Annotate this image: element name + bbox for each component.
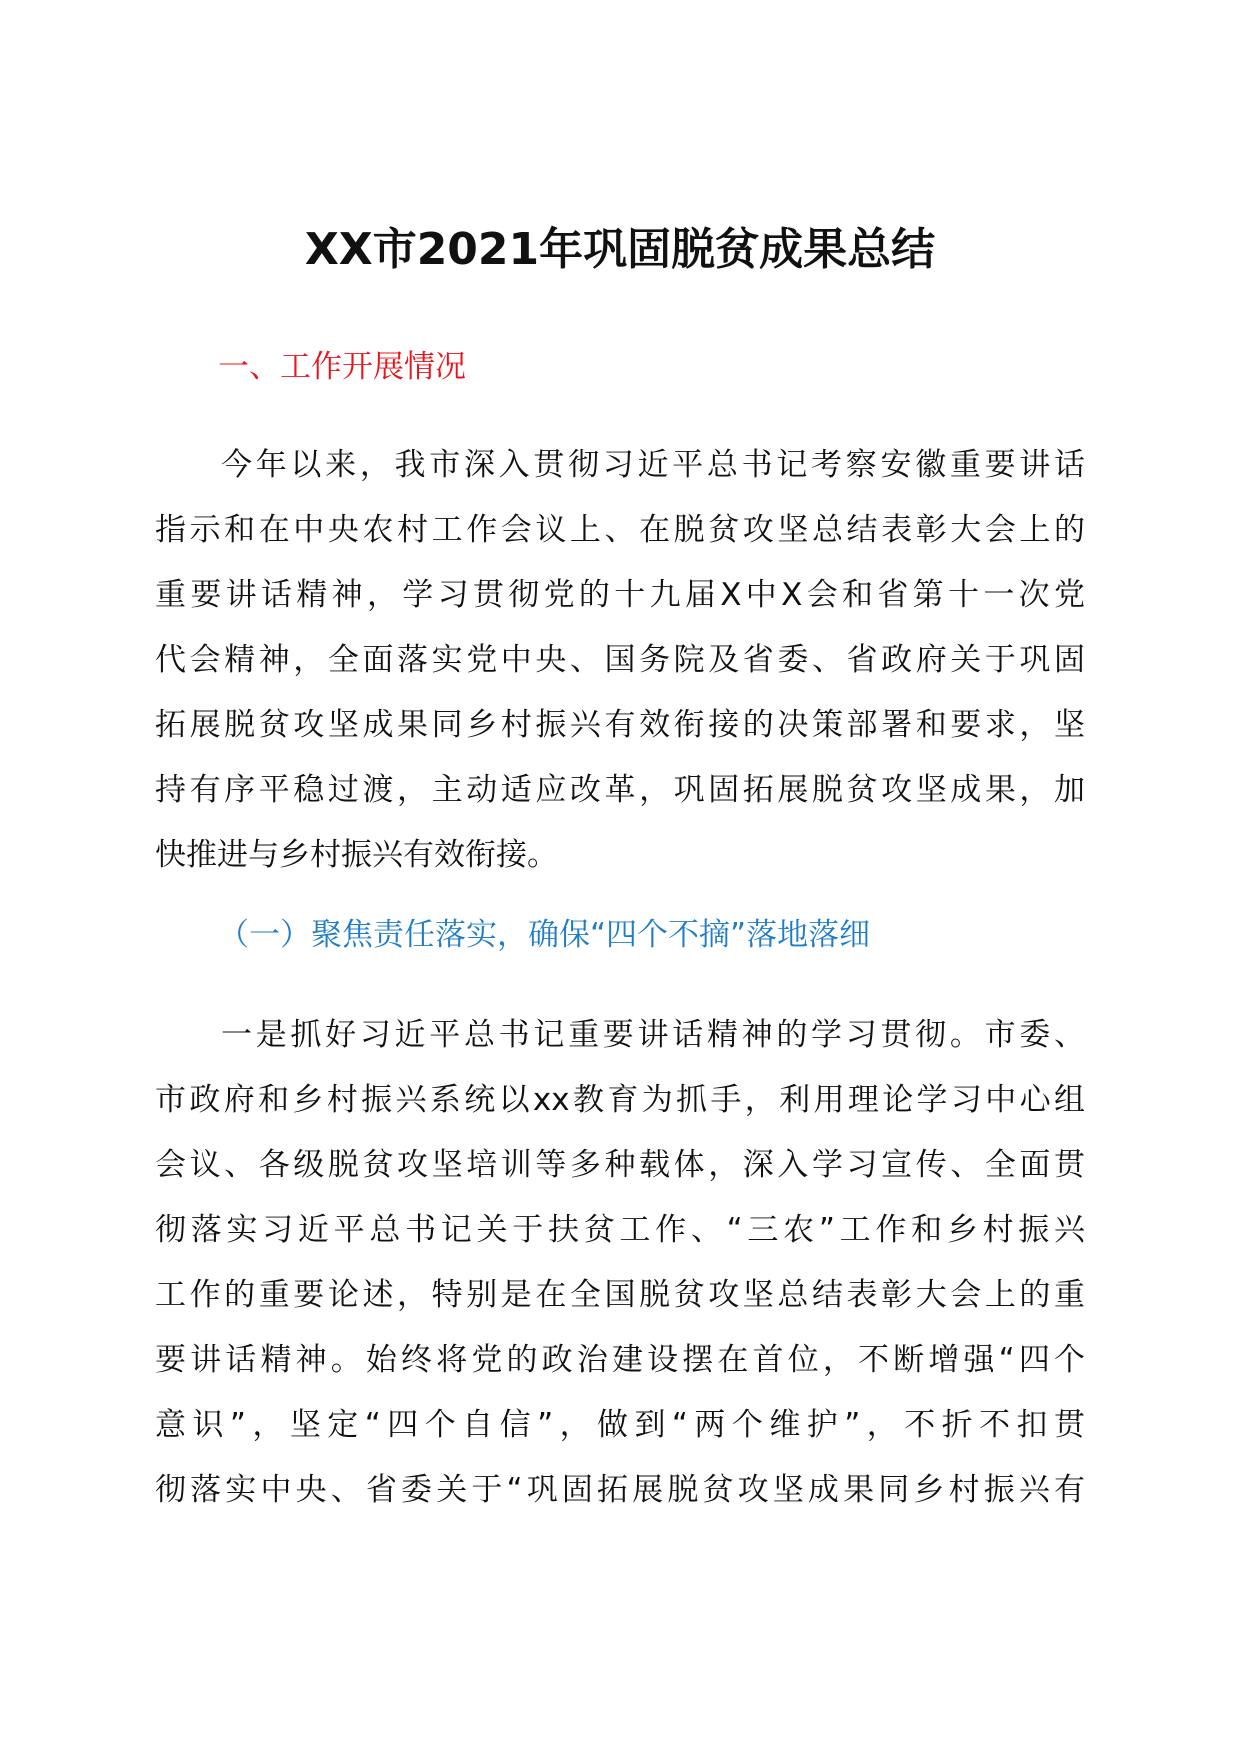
paragraph-line: 一是抓好习近平总书记重要讲话精神的学习贯彻。市委、: [221, 1017, 1085, 1053]
paragraph-intro: [155, 433, 1085, 888]
subsection-heading-responsibility: （一）聚焦责任落实，确保“四个不摘”落地落细: [218, 917, 871, 953]
paragraph-line: 工作的重要论述，特别是在全国脱贫攻坚总结表彰大会上的重: [155, 1277, 1085, 1313]
paragraph-line: 市政府和乡村振兴系统以xx教育为抓手，利用理论学习中心组: [155, 1082, 1085, 1118]
document-title: XX市2021年巩固脱贫成果总结: [304, 224, 936, 275]
section-heading-work-status: 一、工作开展情况: [218, 349, 466, 385]
paragraph-line: 拓展脱贫攻坚成果同乡村振兴有效衔接的决策部署和要求，坚: [155, 707, 1085, 743]
paragraph-line: 意识”，坚定“四个自信”，做到“两个维护”，不折不扣贯: [155, 1407, 1085, 1443]
paragraph-line: 持有序平稳过渡，主动适应改革，巩固拓展脱贫攻坚成果，加: [155, 772, 1085, 808]
paragraph-line: 会议、各级脱贫攻坚培训等多种载体，深入学习宣传、全面贯: [155, 1147, 1085, 1183]
paragraph-line: 彻落实中央、省委关于“巩固拓展脱贫攻坚成果同乡村振兴有: [155, 1472, 1085, 1508]
paragraph-line: 要讲话精神。始终将党的政治建设摆在首位，不断增强“四个: [155, 1342, 1085, 1378]
paragraph-line: 指示和在中央农村工作会议上、在脱贫攻坚总结表彰大会上的: [155, 512, 1085, 548]
paragraph-study-implementation: [155, 1003, 1085, 1523]
paragraph-line: 代会精神，全面落实党中央、国务院及省委、省政府关于巩固: [155, 642, 1085, 678]
paragraph-line: 重要讲话精神，学习贯彻党的十九届X中X会和省第十一次党: [155, 577, 1085, 613]
paragraph-line: 今年以来，我市深入贯彻习近平总书记考察安徽重要讲话: [221, 447, 1085, 483]
paragraph-line: 快推进与乡村振兴有效衔接。: [155, 837, 558, 873]
paragraph-line: 彻落实习近平总书记关于扶贫工作、“三农”工作和乡村振兴: [155, 1212, 1085, 1248]
